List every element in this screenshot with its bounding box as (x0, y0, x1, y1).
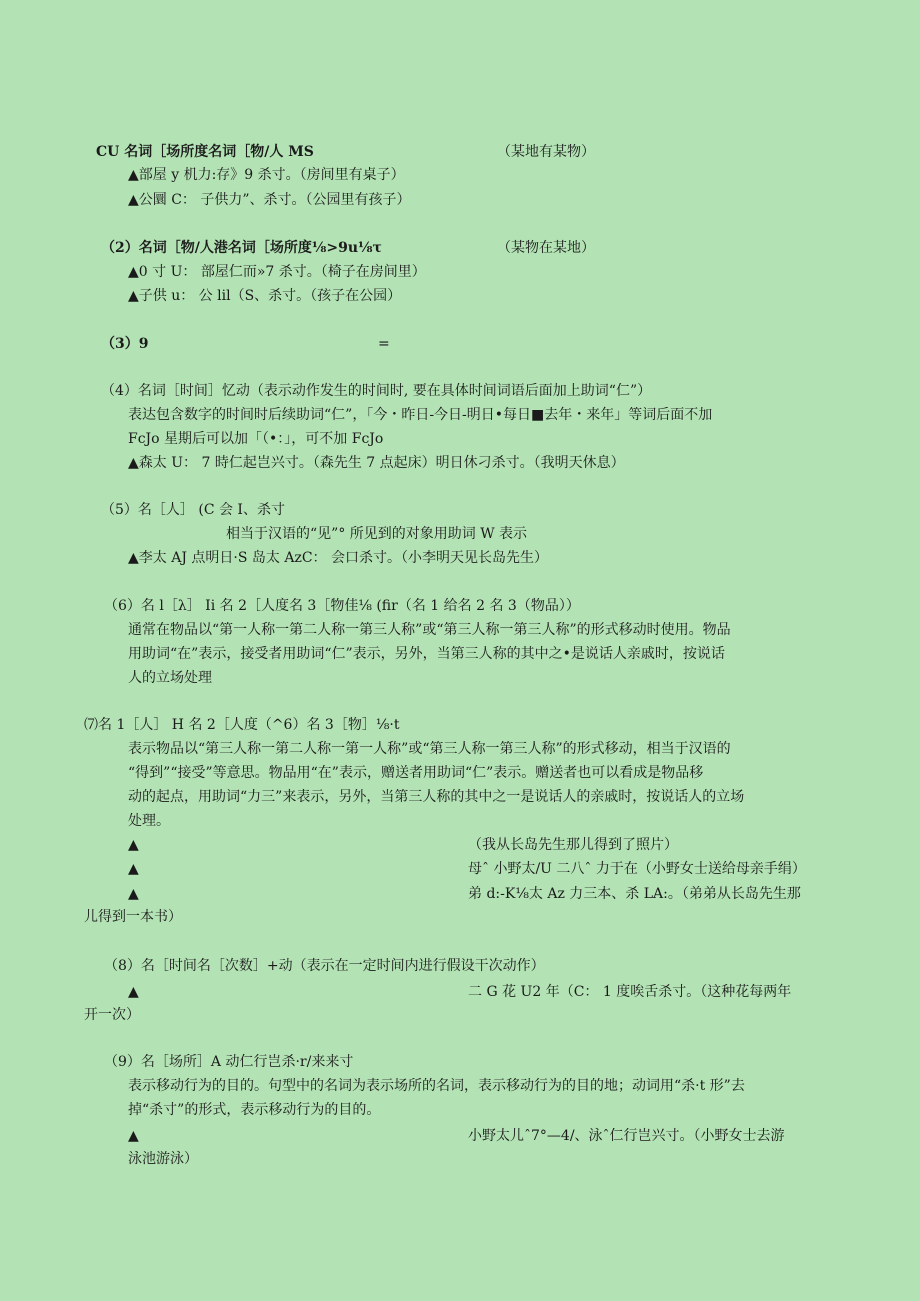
s1-example-1: ▲部屋 y 机力:存》9 杀寸。（房间里有桌子） (128, 167, 405, 183)
s7-heading: ⑺名 1［人］ H 名 2［人度（^6）名 3［物］⅛·t (84, 717, 400, 733)
s7-example-2: 母ˆ 小野太/U 二八ˆ 力于在（小野女士送给母亲手绢） (468, 861, 806, 877)
s7-example-3-bullet: ▲ (128, 886, 139, 902)
s3-heading: （3）9 (101, 336, 149, 352)
s7-example-3: 弟 d:-K⅛太 Az 力三本、杀 LA:。（弟弟从长岛先生那 (468, 886, 801, 902)
s7-example-2-bullet: ▲ (128, 861, 139, 877)
s1-heading: CU 名词［场所度名词［物/人 MS (96, 144, 314, 160)
s5-body-1: 相当于汉语的“见”° 所见到的对象用助词 W 表示 (226, 526, 528, 542)
s9-example-1-bullet: ▲ (128, 1128, 139, 1144)
s4-example-1: ▲森太 U： 7 時仁起岂兴寸。（森先生 7 点起床）明日休刁杀寸。（我明天休息） (128, 455, 625, 471)
s7-example-1-bullet: ▲ (128, 837, 139, 853)
s7-body-3: 动的起点，用助词“力三”来表示，另外，当第三人称的其中之一是说话人的亲戚时，按说话人的立场 (128, 789, 745, 805)
s6-heading: （6）名 l［λ］ Ii 名 2［人度名 3［物佳⅛ (fir（名 1 给名 2 名 3（物品）） (104, 598, 580, 614)
s9-heading: （9）名［场所］A 动仁行岂杀·r/来来寸 (104, 1054, 354, 1070)
s9-body-1: 表示移动行为的目的。句型中的名词为表示场所的名词，表示移动行为的目的地；动词用“杀·t 形”去 (128, 1078, 745, 1094)
s4-heading: （4）名词［时间］忆动（表示动作发生的时间时, 要在具体时间词语后面加上助词“仁”） (101, 383, 652, 399)
s7-example-3-cont: 儿得到一本书） (84, 909, 182, 925)
s2-gloss: （某物在某地） (497, 240, 595, 256)
s8-heading: （8）名［时间名［次数］+动（表示在一定时间内进行假设干次动作） (104, 958, 545, 974)
s4-body-2: FcJo 星期后可以加「（•：」，可不加 FcJo (128, 431, 384, 447)
s9-example-1-cont: 泳池游泳） (128, 1151, 198, 1167)
s8-example-1: 二 G 花 U2 年（C： 1 度唉舌杀寸。（这种花每两年 (468, 984, 792, 1000)
s1-gloss: （某地有某物） (497, 144, 595, 160)
s3-equals: = (378, 336, 390, 352)
s5-example-1: ▲李太 AJ 点明日·S 岛太 AzC： 会口杀寸。（小李明天见长岛先生） (128, 550, 548, 566)
s7-body-1: 表示物品以“第三人称一第二人称一第一人称”或“第三人称一第三人称”的形式移动，相当于汉语的 (128, 741, 731, 757)
s6-body-3: 人的立场处理 (128, 670, 212, 686)
s1-example-2: ▲公圜 C： 子供力”、杀寸。（公园里有孩子） (128, 192, 411, 208)
s8-example-1-bullet: ▲ (128, 984, 139, 1000)
s9-body-2: 掉“杀寸”的形式，表示移动行为的目的。 (128, 1102, 381, 1118)
s2-heading: （2）名词［物/人港名词［场所度⅛>9u⅛τ (101, 240, 382, 256)
s4-body-1: 表达包含数字的时间时后续助词“仁”，「今・昨日-今日-明日•每日■去年・来年」等词后面不加 (128, 407, 713, 423)
s8-example-1-cont: 开一次） (84, 1007, 140, 1023)
s2-example-1: ▲0 寸 U： 部屋仁而»7 杀寸。（椅子在房间里） (128, 264, 426, 280)
s9-example-1: 小野太儿ˆ7°—4/、泳ˆ仁行岂兴寸。（小野女士去游 (468, 1128, 785, 1144)
s2-example-2: ▲子供 u： 公 lil（S、杀寸。（孩子在公园） (128, 288, 402, 304)
s7-body-4: 处理。 (128, 813, 170, 829)
s5-heading: （5）名［人］ (C 会 I、杀寸 (101, 502, 285, 518)
s6-body-2: 用助词“在”表示，接受者用助词“仁”表示，另外，当第三人称的其中之•是说话人亲戚时，按说话 (128, 646, 725, 662)
s7-example-1: （我从长岛先生那儿得到了照片） (468, 837, 678, 853)
s6-body-1: 通常在物品以“第一人称一第二人称一第三人称”或“第三人称一第三人称”的形式移动时使用。物品 (128, 622, 731, 638)
s7-body-2: “得到”“接受”等意思。物品用“在”表示，赠送者用助词“仁”表示。赠送者也可以看成是物品移 (128, 765, 704, 781)
